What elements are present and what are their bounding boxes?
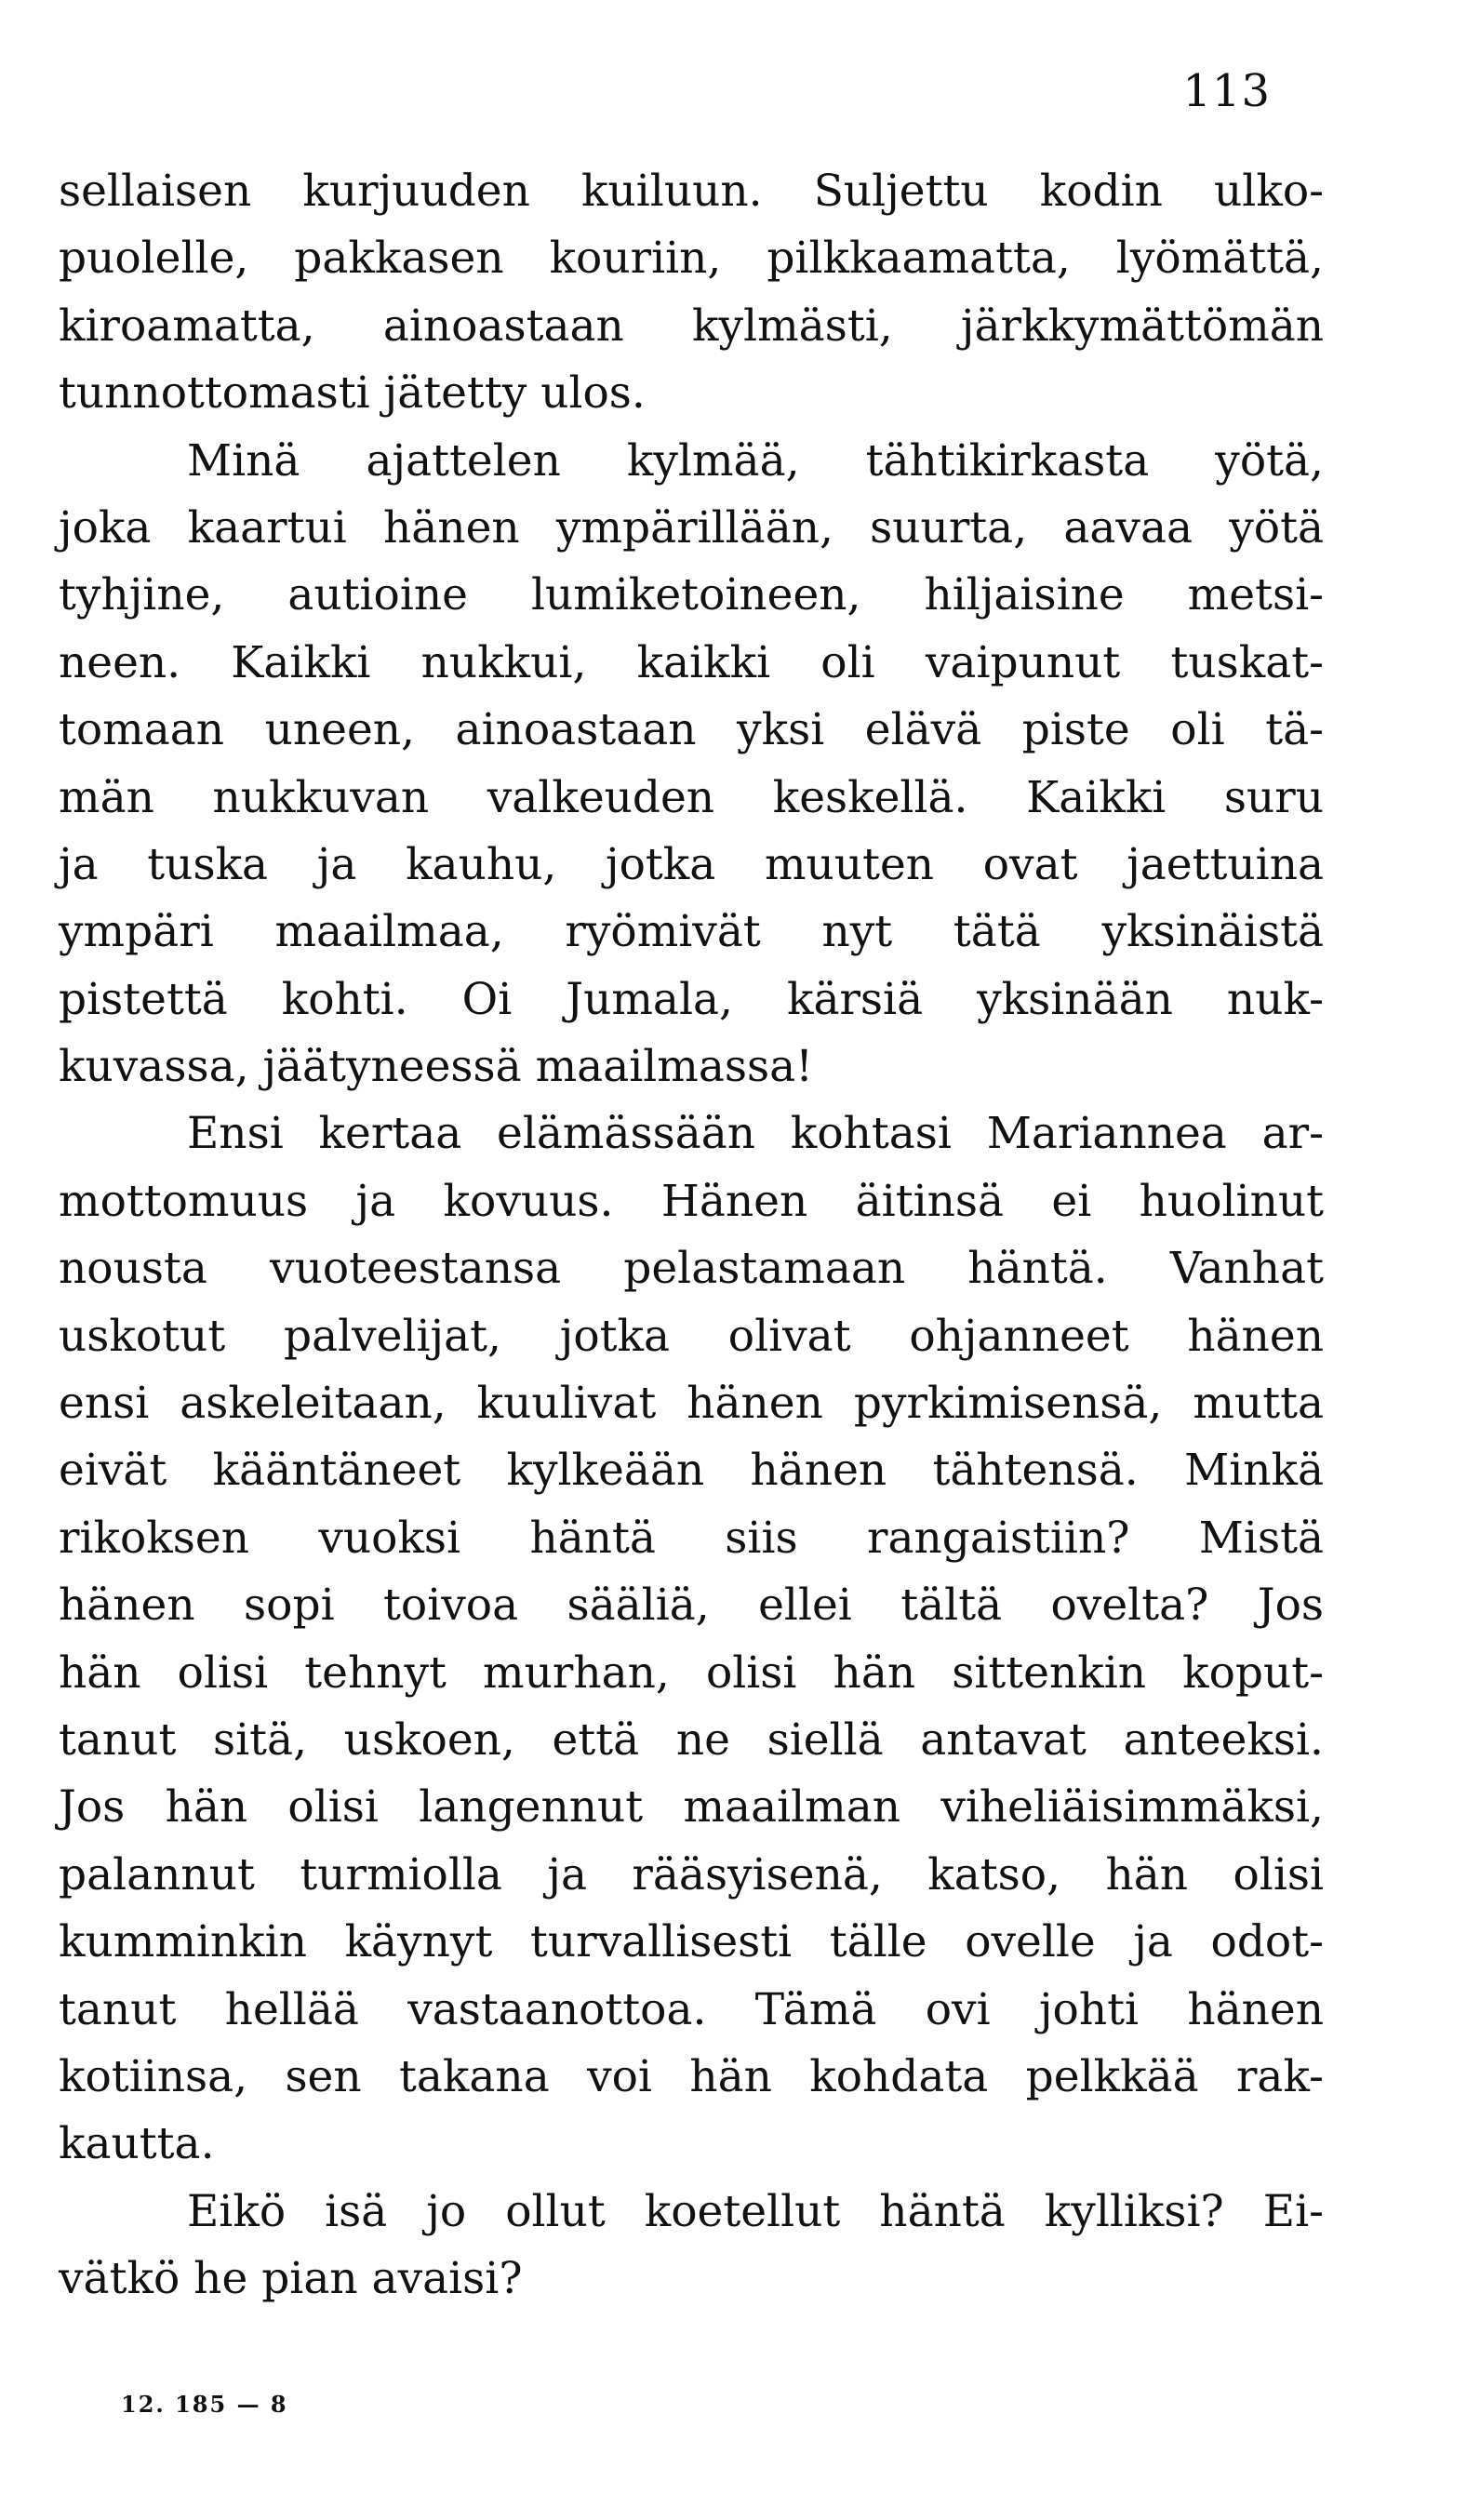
text-line: tyhjine, autioine lumiketoineen, hiljaisine metsi-	[59, 569, 1324, 621]
text-line: joka kaartui hänen ympärillään, suurta, aavaa yötä	[59, 501, 1324, 553]
text-line: eivät kääntäneet kylkeään hänen tähtensä. Minkä	[59, 1445, 1324, 1497]
text-line: Ensi kertaa elämässään kohtasi Mariannea ar-	[187, 1108, 1324, 1160]
page-number: 113	[1182, 65, 1271, 117]
text-line: rikoksen vuoksi häntä siis rangaistiin? Mistä	[59, 1512, 1324, 1564]
text-line: hänen sopi toivoa sääliä, ellei tältä ovelta? Jos	[59, 1580, 1324, 1632]
text-line: hän olisi tehnyt murhan, olisi hän sittenkin koput-	[59, 1647, 1324, 1699]
text-line: pistettä kohti. Oi Jumala, kärsiä yksinään nuk-	[59, 973, 1324, 1025]
text-line: kautta.	[59, 2118, 215, 2170]
text-line: kumminkin käynyt turvallisesti tälle ovelle ja odot-	[59, 1916, 1324, 1968]
text-line: Jos hän olisi langennut maailman viheliäisimmäksi,	[59, 1781, 1324, 1833]
text-line: Minä ajattelen kylmää, tähtikirkasta yötä,	[187, 434, 1324, 487]
text-line: kotiinsa, sen takana voi hän kohdata pelkkää rak-	[59, 2050, 1324, 2102]
text-line: puolelle, pakkasen kouriin, pilkkaamatta, lyömättä,	[59, 233, 1324, 285]
text-line: Eikö isä jo ollut koetellut häntä kylliksi? Ei-	[187, 2185, 1324, 2237]
text-line: män nukkuvan valkeuden keskellä. Kaikki suru	[59, 771, 1324, 823]
text-line: tunnottomasti jätetty ulos.	[59, 367, 646, 420]
text-line: tomaan uneen, ainoastaan yksi elävä piste oli tä-	[59, 704, 1324, 756]
text-line: ja tuska ja kauhu, jotka muuten ovat jaettuina	[59, 838, 1324, 890]
text-line: sellaisen kurjuuden kuiluun. Suljettu kodin ulko-	[59, 166, 1324, 217]
text-line: ensi askeleitaan, kuulivat hänen pyrkimisensä, mutta	[59, 1378, 1324, 1430]
text-line: kuvassa, jäätyneessä maailmassa!	[59, 1041, 814, 1093]
text-line: mottomuus ja kovuus. Hänen äitinsä ei huolinut	[59, 1175, 1324, 1227]
text-line: nousta vuoteestansa pelastamaan häntä. Vanhat	[59, 1243, 1324, 1295]
text-line: tanut sitä, uskoen, että ne siellä antavat anteeksi.	[59, 1713, 1324, 1766]
text-line: palannut turmiolla ja rääsyisenä, katso, hän olisi	[59, 1848, 1324, 1900]
text-line: tanut hellää vastaanottoa. Tämä ovi johti hänen	[59, 1983, 1324, 2035]
text-line: uskotut palvelijat, jotka olivat ohjanneet hänen	[59, 1310, 1324, 1362]
text-line: ympäri maailmaa, ryömivät nyt tätä yksinäistä	[59, 906, 1324, 958]
body-text	[59, 158, 1324, 2313]
text-line: kiroamatta, ainoastaan kylmästi, järkkymättömän	[59, 300, 1324, 352]
printer-signature-mark: 12. 185 — 8	[121, 2391, 288, 2418]
text-line: neen. Kaikki nukkui, kaikki oli vaipunut tuskat-	[59, 636, 1324, 688]
text-line: vätkö he pian avaisi?	[59, 2253, 523, 2305]
